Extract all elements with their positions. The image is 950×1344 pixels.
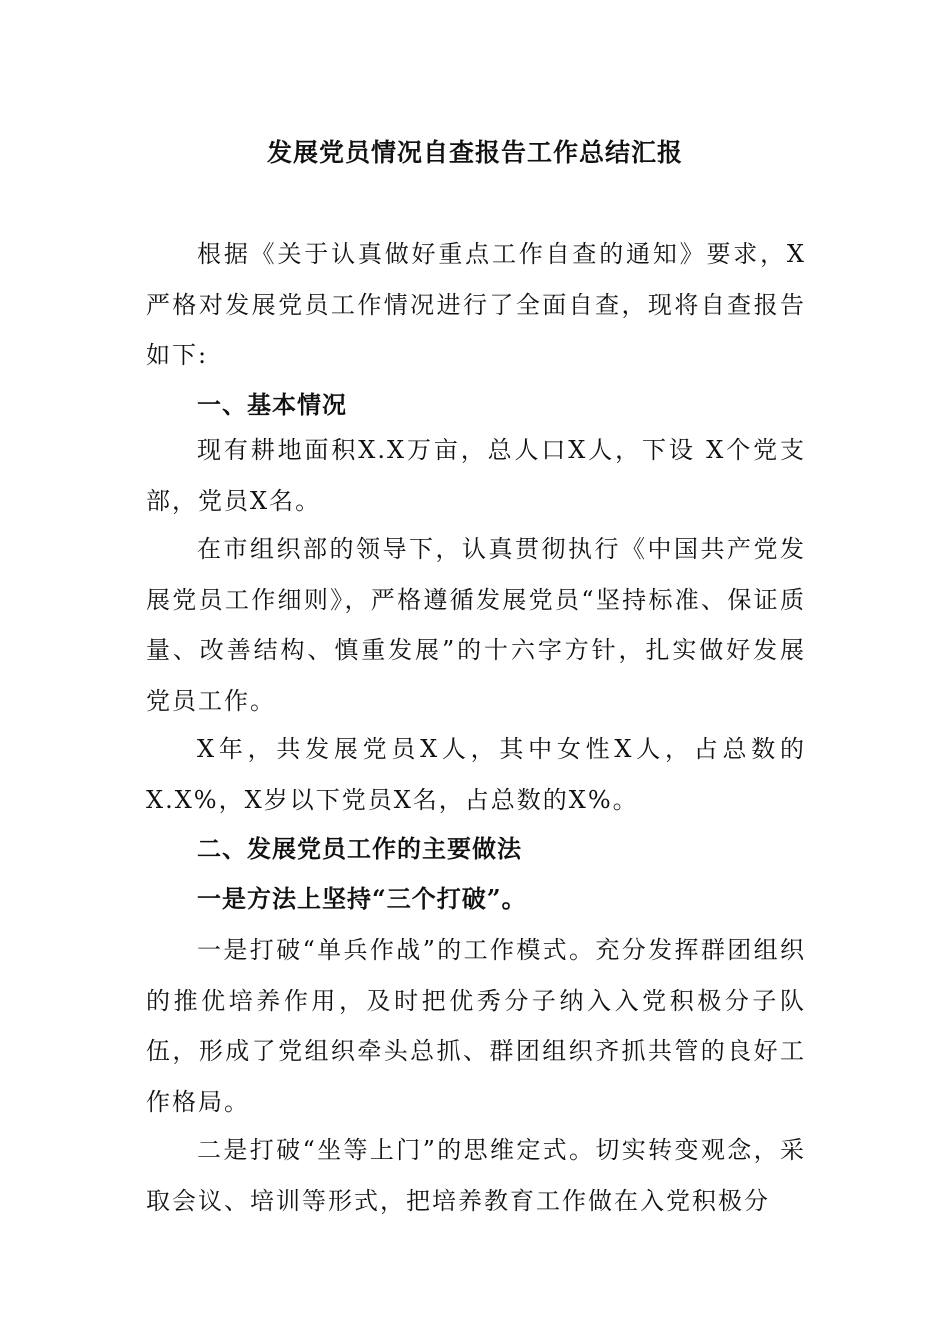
section-heading-main-practices: 二、发展党员工作的主要做法 bbox=[197, 834, 522, 863]
paragraph-guidance: 在市组织部的领导下，认真贯彻执行《中国共产党发展党员工作细则》，严格遵循发展党员“坚持标准、保证质量、改善结构、慎重发展”的十六字方针，扎实做好发展党员工作。 bbox=[146, 535, 806, 715]
paragraph-statistics: X年，共发展党员X人，其中女性X人，占总数的X.X%，X岁以下党员X名，占总数的X%。 bbox=[146, 735, 806, 814]
paragraph-second-breakthrough: 二是打破“坐等上门”的思维定式。切实转变观念，采取会议、培训等形式，把培养教育工作做在入党积极分 bbox=[146, 1136, 806, 1215]
paragraph-first-breakthrough: 一是打破“单兵作战”的工作模式。充分发挥群团组织的推优培养作用，及时把优秀分子纳入入党积极分子队伍，形成了党组织牵头总抓、群团组织齐抓共管的良好工作格局。 bbox=[146, 936, 806, 1116]
section-heading-basic-situation: 一、基本情况 bbox=[197, 390, 347, 419]
intro-paragraph: 根据《关于认真做好重点工作自查的通知》要求，X严格对发展党员工作情况进行了全面自查，现将自查报告如下: bbox=[146, 240, 806, 369]
subheading-three-breakthroughs: 一是方法上坚持“三个打破”。 bbox=[197, 884, 527, 913]
paragraph-basic-data: 现有耕地面积X.X万亩，总人口X人，下设 X个党支部，党员X名。 bbox=[146, 436, 806, 515]
document-title: 发展党员情况自查报告工作总结汇报 bbox=[266, 138, 683, 167]
